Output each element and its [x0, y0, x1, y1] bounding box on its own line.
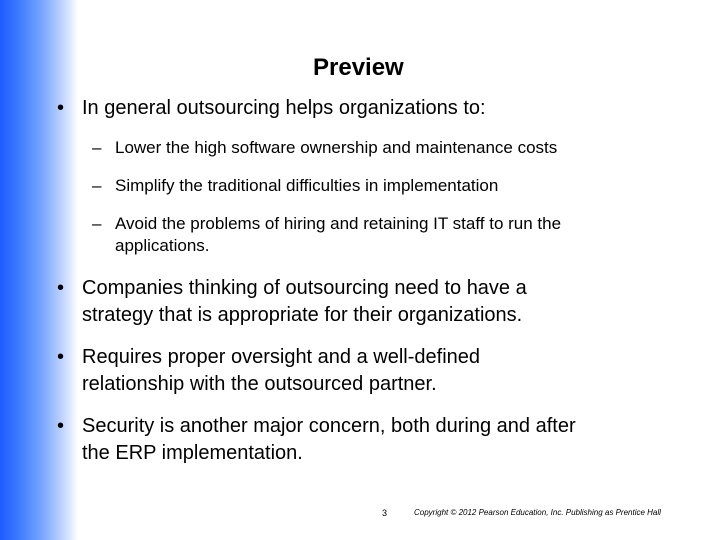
- slide-title: Preview: [313, 54, 404, 81]
- sub-bullet-text-continued: applications.: [115, 236, 210, 255]
- sub-bullet-text: Lower the high software ownership and maintenance costs: [115, 138, 558, 157]
- bullet-dot-icon: •: [57, 346, 65, 368]
- dash-icon: –: [92, 138, 102, 157]
- dash-icon: –: [92, 214, 102, 233]
- dash-icon: –: [92, 176, 102, 195]
- bullet-text-continued: relationship with the outsourced partner.: [82, 373, 437, 395]
- bullet-text-continued: strategy that is appropriate for their organizations.: [82, 304, 523, 326]
- sub-bullet-text: Avoid the problems of hiring and retaining IT staff to run the: [115, 214, 562, 233]
- bullet-text: Security is another major concern, both during and after: [82, 415, 576, 437]
- bullet-dot-icon: •: [57, 415, 65, 437]
- bullet-text: In general outsourcing helps organizations to:: [82, 97, 486, 119]
- bullet-dot-icon: •: [57, 277, 65, 299]
- bullet-text: Requires proper oversight and a well-defined: [82, 346, 481, 368]
- bullet-text: Companies thinking of outsourcing need to have a: [82, 277, 527, 299]
- page-number: 3: [382, 508, 388, 518]
- blue-gradient-side-bar: [0, 0, 78, 540]
- copyright-notice: Copyright © 2012 Pearson Education, Inc. Publishing as Prentice Hall: [414, 508, 661, 517]
- sub-bullet-text: Simplify the traditional difficulties in implementation: [115, 176, 499, 195]
- bullet-dot-icon: •: [57, 97, 65, 119]
- bullet-text-continued: the ERP implementation.: [82, 442, 303, 464]
